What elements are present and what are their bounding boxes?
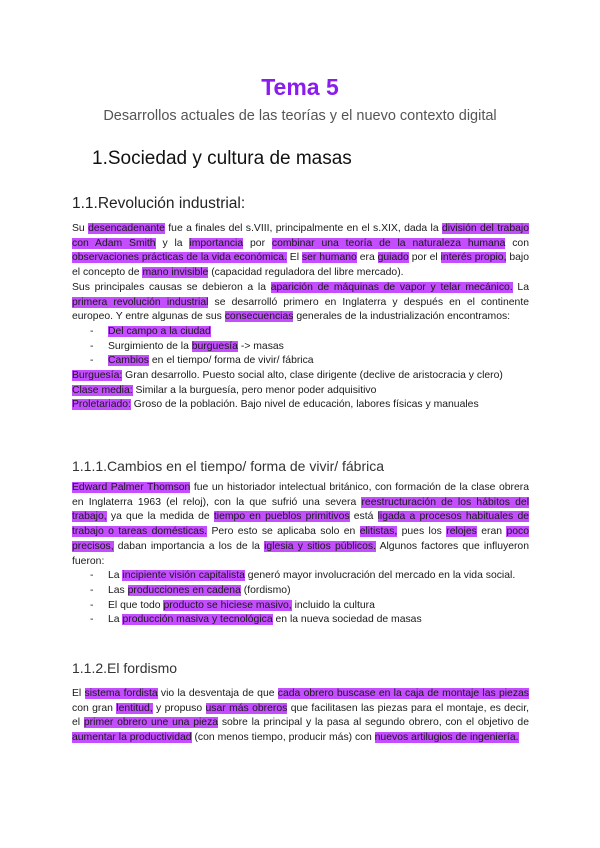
text-run: por [243, 237, 272, 249]
text-run: El [72, 688, 85, 699]
text-run: que facilitasen las piezas para el montaje, es decir, el [72, 702, 530, 729]
text-run: La [108, 570, 123, 582]
paragraph-causes-intro [72, 222, 529, 281]
paragraph-thomson [72, 481, 529, 569]
paragraph-causes [72, 281, 529, 325]
text-run: en la nueva sociedad de masas [272, 614, 422, 626]
highlighted-text: interés propio, [440, 252, 507, 264]
text-run: con gran [72, 702, 117, 714]
text-run: La [512, 281, 529, 293]
text-run: generó mayor involucración del mercado en la vida social. [244, 570, 516, 582]
text-run: daban importancia a los de la [113, 540, 265, 552]
highlighted-text: Proletariado: [72, 399, 131, 411]
highlighted-text: reestructuración de los hábitos del trabajo, [72, 496, 529, 523]
highlighted-text: desencadenante [88, 223, 165, 234]
highlighted-text: sistema fordista [84, 688, 158, 699]
factors-list [72, 569, 529, 628]
highlighted-text: aumentar la productividad [72, 732, 192, 744]
definition-item [72, 384, 529, 399]
highlighted-text: mano invisible [142, 267, 209, 279]
text-run: fue a finales del s.VIII, principalmente en el s.XIX, dada la [164, 223, 442, 234]
text-run: generales de la industrialización encontramos: [293, 311, 511, 323]
document-title: Tema 5 [261, 74, 339, 100]
text-run: vio la desventaja de que [157, 688, 278, 699]
text-run: pues los [397, 526, 447, 538]
highlighted-text: producto se hiciese masivo, [163, 599, 292, 611]
list-item [72, 613, 529, 628]
highlighted-text: división del trabajo con Adam Smith [72, 223, 529, 249]
text-run: fue un historiador intelectual británico, con formación de la clase obrera en Inglaterra 1963 (el reloj), con la que sufrió una severa [72, 482, 529, 508]
text-run: (fordismo) [240, 584, 291, 596]
section-1-1-1-body [72, 481, 529, 628]
definition-item [72, 398, 529, 413]
text-run: (capacidad reguladora del libre mercado). [208, 267, 404, 279]
highlighted-text: observaciones prácticas de la vida económica. [72, 252, 287, 264]
text-run: era [356, 252, 378, 264]
section-heading-1-1-1: 1.1.1.Cambios en el tiempo/ forma de vivir/ fábrica [72, 458, 385, 474]
text-run: se desarrolló primero en Inglaterra y después en el continente europeo. Y entre algunas de sus [72, 296, 529, 323]
text-run: por el [408, 252, 441, 264]
document-subtitle: Desarrollos actuales de las teorías y el nuevo contexto digital [103, 108, 497, 124]
highlighted-text: Burguesía: [72, 370, 123, 382]
text-run: eran [476, 526, 507, 538]
text-run: bajo el concepto de [72, 252, 530, 279]
definitions-list [72, 369, 529, 413]
list-item [72, 340, 529, 355]
highlighted-text: ser humano [301, 252, 357, 264]
section-heading-1-1: 1.1.Revolución industrial: [72, 195, 246, 212]
list-item [72, 354, 529, 369]
highlighted-text: relojes [446, 526, 477, 538]
text-run: El [286, 252, 302, 264]
text-run: Surgimiento de la [108, 340, 192, 352]
text-run: Su [72, 223, 89, 234]
text-run: Gran desarrollo. Puesto social alto, clase dirigente (declive de aristocracia y clero) [122, 370, 503, 382]
definition-item [72, 369, 529, 384]
text-run: Groso de la población. Bajo nivel de educación, labores físicas y manuales [130, 399, 479, 411]
text-run: incluido la cultura [291, 599, 375, 611]
list-item [72, 569, 529, 584]
highlighted-text: poco precisos, [72, 526, 529, 552]
highlighted-text: producción masiva y tecnológica [122, 614, 273, 626]
highlighted-text: ligada a procesos habituales de trabajo o tareas domésticas. [72, 511, 529, 538]
text-run: (con menos tiempo, producir más) con [191, 732, 375, 744]
text-run: Pero esto se aplicaba solo en [207, 526, 360, 538]
paragraph-fordism [72, 687, 529, 746]
highlighted-text: Cambios [108, 355, 149, 367]
text-run: Algunos factores que influyeron fueron: [72, 540, 529, 567]
highlighted-text: usar más obreros [205, 702, 288, 714]
highlighted-text: Clase media: [72, 384, 133, 396]
list-item [72, 584, 529, 599]
section-1-1-2-body [72, 687, 529, 746]
highlighted-text: primer obrero une una pieza [83, 717, 219, 729]
text-run: -> masas [237, 340, 284, 352]
highlighted-text: combinar una teoría de la naturaleza humana [271, 237, 506, 249]
highlighted-text: Edward Palmer Thomson [72, 482, 191, 493]
highlighted-text: primera revolución industrial [72, 296, 209, 308]
text-run: El que todo [108, 599, 164, 611]
highlighted-text: lentitud, [116, 702, 153, 714]
highlighted-text: nuevos artilugios de ingeniería. [374, 732, 519, 744]
list-item [72, 599, 529, 614]
highlighted-text: tiempo en pueblos primitivos [213, 511, 350, 523]
highlighted-text: elitistas, [359, 526, 398, 538]
highlighted-text: cada obrero buscase en la caja de montaje las piezas [277, 688, 529, 699]
section-heading-1: 1.Sociedad y cultura de masas [92, 148, 352, 169]
section-heading-1-1-2: 1.1.2.El fordismo [72, 660, 178, 676]
text-run: ya que la medida de [106, 511, 214, 523]
highlighted-text: incipiente visión capitalista [122, 570, 245, 582]
text-run: Similar a la burguesía, pero menor poder adquisitivo [132, 384, 377, 396]
highlighted-text: aparición de máquinas de vapor y telar mecánico. [270, 281, 513, 293]
text-run: Sus principales causas se debieron a la [72, 281, 271, 293]
highlighted-text: iglesia y sitios públicos. [264, 540, 376, 552]
section-1-1-body [72, 222, 529, 413]
highlighted-text: Del campo a la ciudad [108, 325, 211, 337]
highlighted-text: consecuencias [224, 311, 294, 323]
highlighted-text: importancia [189, 237, 244, 249]
text-run: en el tiempo/ forma de vivir/ fábrica [149, 355, 314, 367]
text-run: y propuso [152, 702, 206, 714]
list-item [72, 325, 529, 340]
consequences-list [72, 325, 529, 369]
text-run: Las [108, 584, 128, 596]
highlighted-text: guiado [377, 252, 409, 264]
text-run: La [108, 614, 123, 626]
highlighted-text: burguesía [191, 340, 238, 352]
text-run: sobre la principal y la pasa al segundo obrero, con el objetivo de [218, 717, 529, 729]
text-run: con [505, 237, 529, 249]
text-run: y la [155, 237, 190, 249]
highlighted-text: producciones en cadena [127, 584, 241, 596]
text-run: está [349, 511, 378, 523]
